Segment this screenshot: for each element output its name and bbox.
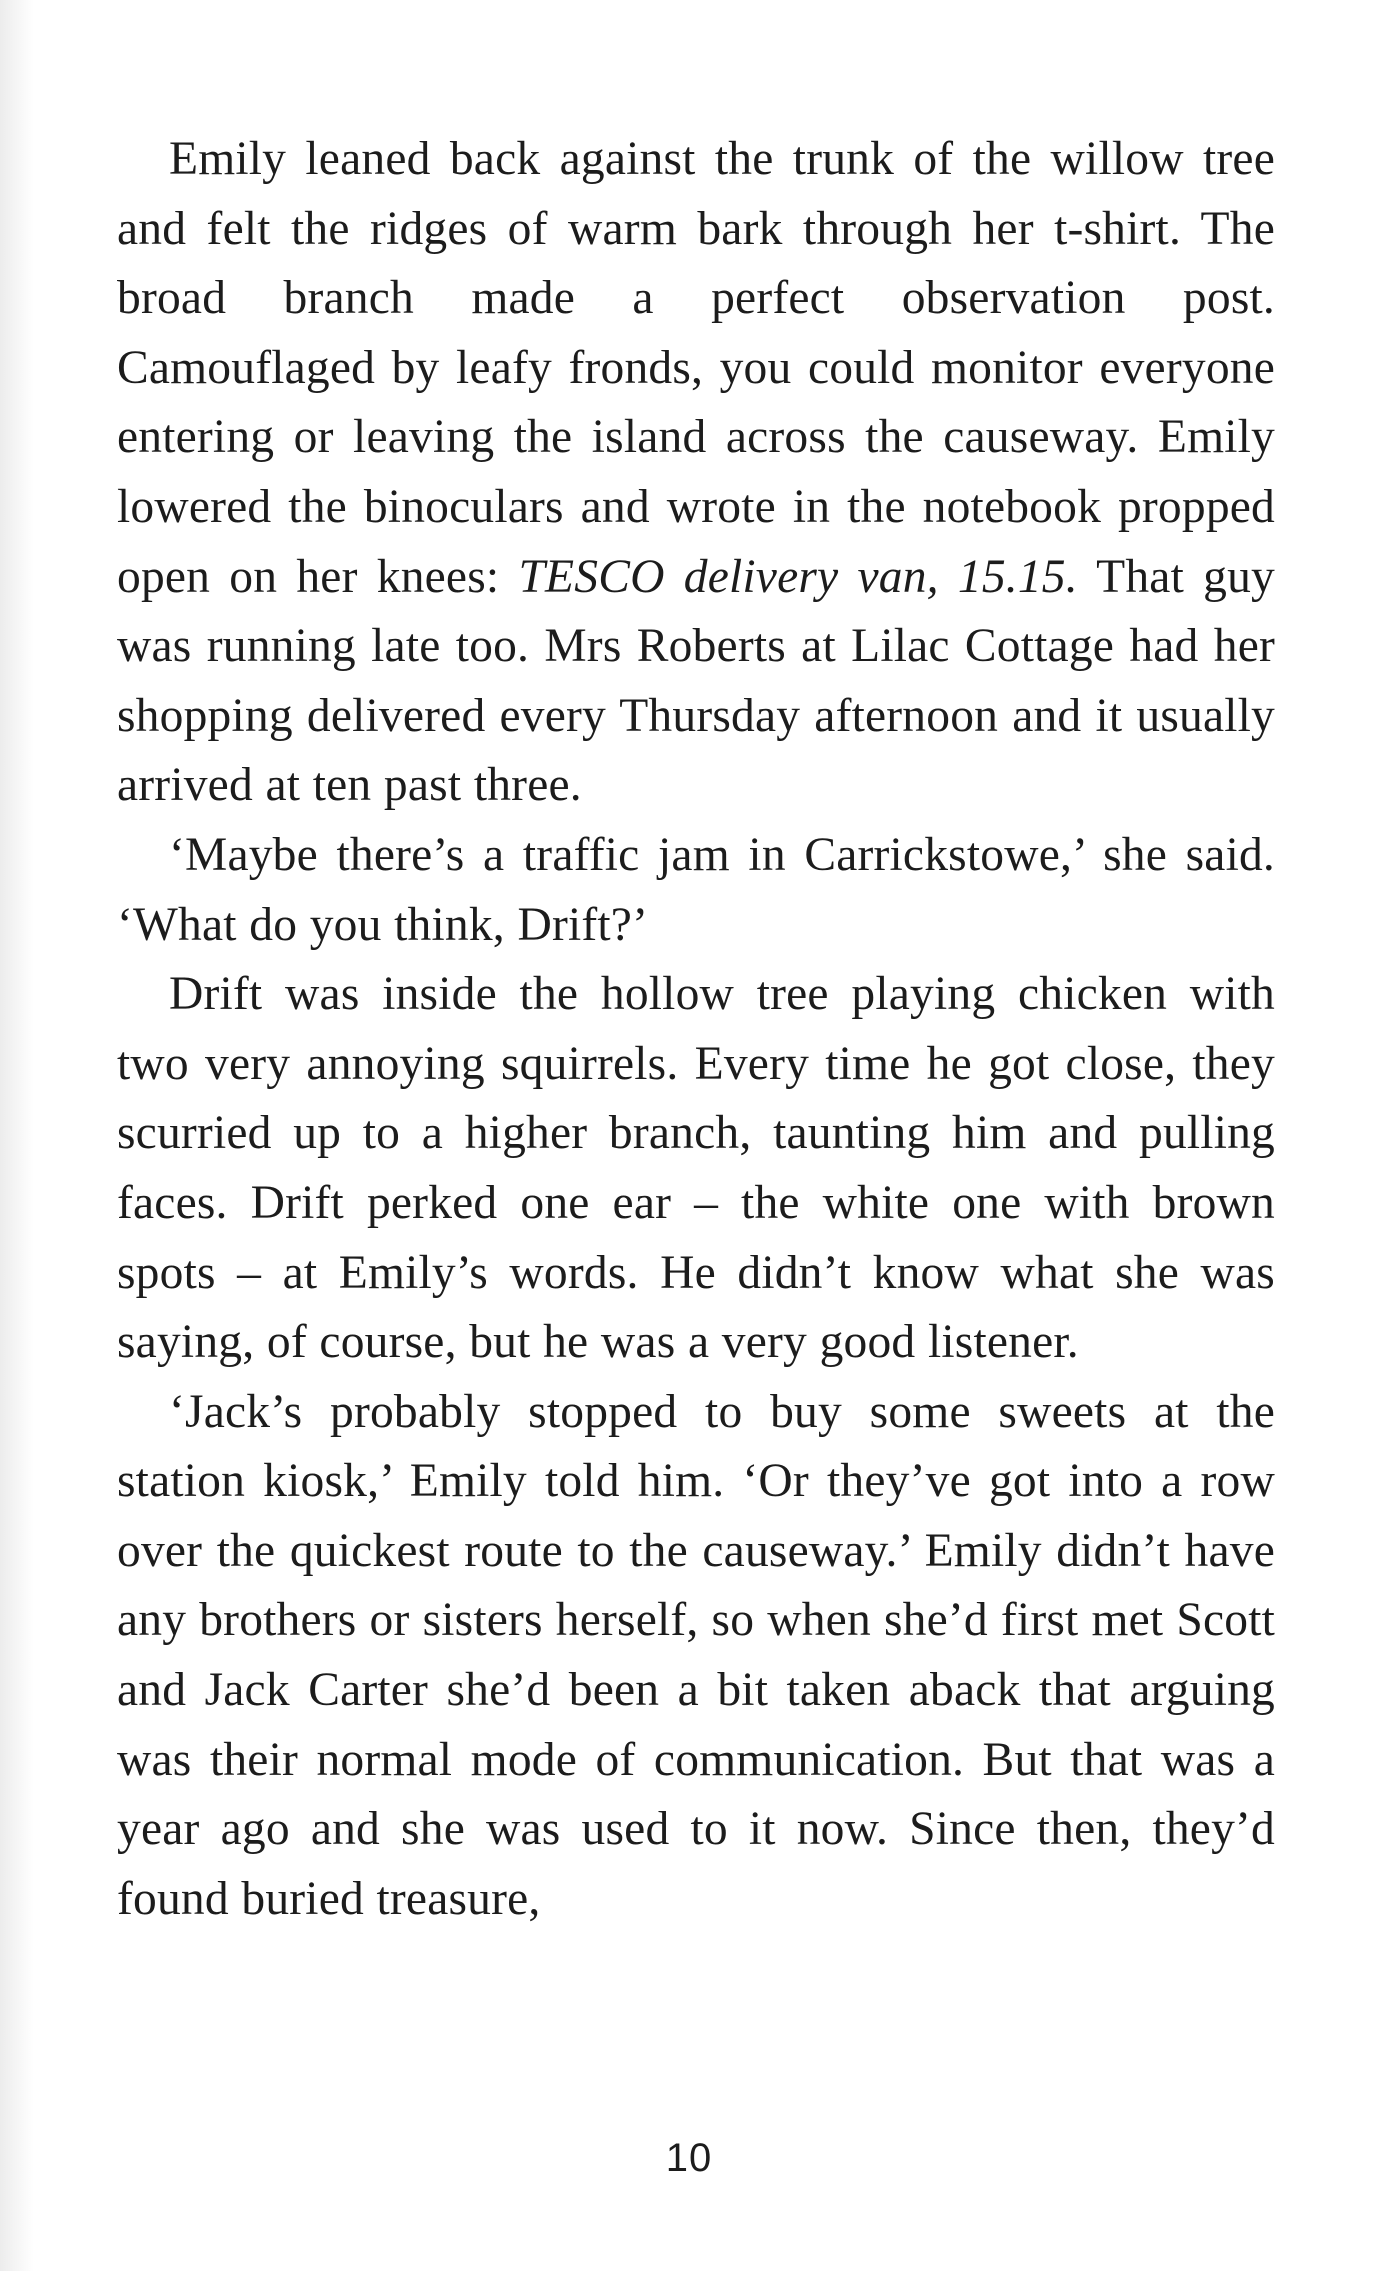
paragraph-1	[117, 125, 1275, 821]
page-edge-shading	[0, 0, 34, 2271]
page-number: 10	[665, 2136, 713, 2180]
notebook-entry-italic: TESCO delivery van, 15.15.	[518, 550, 1078, 603]
body-text	[117, 125, 1275, 1934]
paragraph-4: ‘Jack’s probably stopped to buy some sweets at the station kiosk,’ Emily told him. ‘Or they’ve got into a row over the quickest route to the causeway.’ Emily didn’t have any brothers or sisters herself, so when she’d first met Scott and Jack Carter she’d been a bit taken aback that arguing was their normal mode of communication. But that was a year ago and she was used to it now. Since then, they’d found buried treasure,	[117, 1385, 1275, 1925]
paragraph-2: ‘Maybe there’s a traffic jam in Carrickstowe,’ she said. ‘What do you think, Drift?’	[117, 828, 1275, 951]
paragraph-3: Drift was inside the hollow tree playing chicken with two very annoying squirrels. Every time he got close, they scurried up to a higher branch, taunting him and pulling faces. Drift perked one ear – the white one with brown spots – at Emily’s words. He didn’t know what she was saying, of course, but he was a very good listener.	[117, 968, 1275, 1369]
paragraph-1-text-start: Emily leaned back against the trunk of the willow tree and felt the ridges of warm bark through her t-shirt. The broad branch made a perfect observation post. Camouflaged by leafy fronds, you could monitor everyone entering or leaving the island across the causeway. Emily lowered the binoculars and wrote in the notebook propped open on her knees:	[117, 133, 1275, 603]
paragraph-1-text-end: That guy was running late too. Mrs Roberts at Lilac Cottage had her shopping delivered every Thursday afternoon and it usually arrived at ten past three.	[117, 550, 1275, 812]
